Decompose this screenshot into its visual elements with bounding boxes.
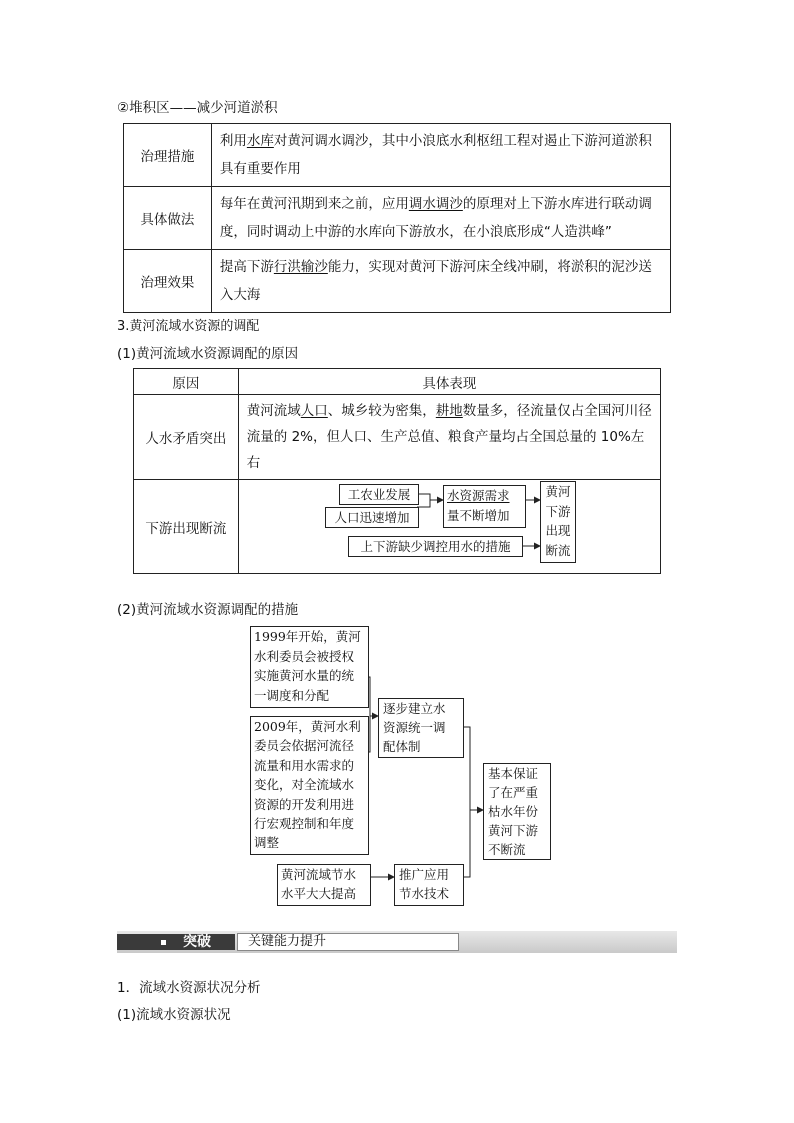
box-result-flow: 基本保证 了在严重 枯水年份 黄河下游 不断流: [483, 763, 551, 860]
subheading-reasons: (1)黄河流域水资源调配的原因: [117, 346, 299, 362]
row-label: 治理措施: [124, 124, 212, 187]
box-demand: 水资源需求 量不断增加: [443, 485, 526, 528]
section-heading-deposition: ②堆积区——减少河道淤积: [117, 100, 278, 116]
row-label: 治理效果: [124, 250, 212, 313]
box-industry: 工农业发展: [339, 484, 419, 505]
banner-title: 关键能力提升: [248, 934, 327, 949]
row-label: 人水矛盾突出: [134, 395, 239, 480]
row-content: 提高下游行洪输沙能力，实现对黄河下游河床全线冲刷，将淤积的泥沙送入大海: [211, 250, 670, 313]
banner-tag: 突破: [183, 934, 211, 950]
subheading-status: (1)流域水资源状况: [117, 1007, 231, 1023]
box-1999: 1999年开始，黄河 水利委员会被授权 实施黄河水量的统 一调度和分配: [250, 626, 369, 708]
row-content: 利用水库对黄河调水调沙，其中小浪底水利枢纽工程对遏止下游河道淤积具有重要作用: [211, 124, 670, 187]
box-measures-missing: 上下游缺少调控用水的措施: [348, 536, 523, 557]
box-result-cutoff: 黄河 下游 出现 断流: [540, 481, 576, 563]
banner-tag-bg: [117, 934, 235, 950]
box-unified-system: 逐步建立水 资源统一调 配体制: [378, 698, 464, 758]
section-heading-water-allocation: 3.黄河流域水资源的调配: [117, 319, 260, 334]
section-heading-analysis: 1．流域水资源状况分析: [117, 980, 261, 996]
row-content: 黄河流域人口、城乡较为密集，耕地数量多，径流量仅占全国河川径流量的 2%，但人口、生产总值、粮食产量均占全国总量的 10%左右: [238, 395, 660, 480]
row-label: 具体做法: [124, 187, 212, 250]
square-bullet-icon: [161, 940, 166, 945]
box-population: 人口迅速增加: [325, 507, 419, 528]
box-water-saving: 黄河流域节水 水平大大提高: [277, 864, 371, 906]
header-reason: 原因: [134, 369, 239, 395]
banner-label-box: [237, 933, 459, 951]
box-water-tech: 推广应用 节水技术: [394, 864, 464, 906]
header-detail: 具体表现: [238, 369, 660, 395]
row-label: 下游出现断流: [134, 480, 239, 574]
subheading-measures: (2)黄河流域水资源调配的措施: [117, 602, 299, 618]
section-banner: [117, 931, 677, 953]
row-content: 每年在黄河汛期到来之前，应用调水调沙的原理对上下游水库进行联动调度，同时调动上中游的水库向下游放水，在小浪底形成“人造洪峰”: [211, 187, 670, 250]
box-2009: 2009年，黄河水利 委员会依据河流径 流量和用水需求的 变化，对全流域水 资源的开发利用进 行宏观控制和年度 调整: [250, 716, 369, 855]
